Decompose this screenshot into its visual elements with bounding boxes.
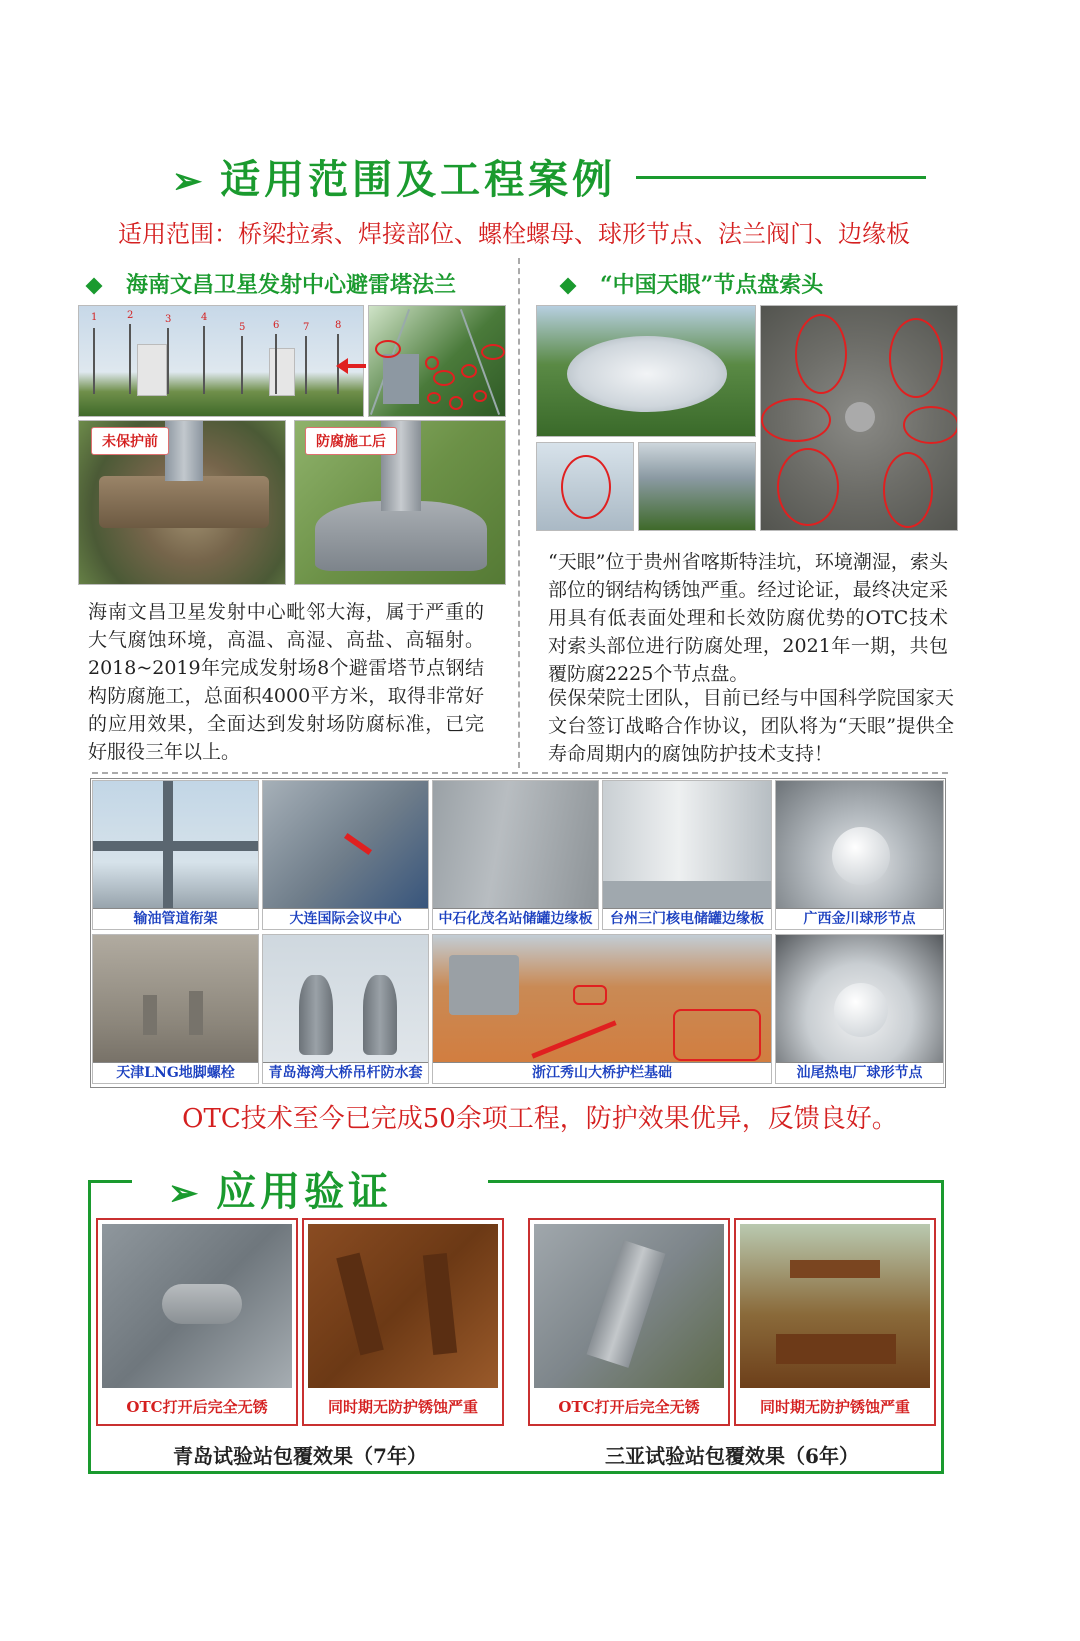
node-structure-photo: [536, 442, 634, 531]
flange: [383, 354, 419, 404]
highlight-circle: [889, 318, 943, 398]
tower-number: 4: [201, 312, 208, 323]
caption-unprotected: 同时期无防护锈蚀严重: [736, 1390, 934, 1424]
beam: [93, 841, 259, 851]
tag-before: 未保护前: [91, 427, 169, 455]
highlight-box: [673, 1009, 761, 1061]
node-center: [845, 402, 875, 432]
tower-number: 1: [91, 312, 98, 323]
base: [449, 955, 519, 1015]
coated-flange: [315, 501, 487, 571]
bolt: [143, 995, 157, 1035]
case-left-title: 海南文昌卫星发射中心避雷塔法兰: [88, 268, 456, 299]
qingdao-rust-photo: [308, 1224, 498, 1388]
section-title-scope: ➢ 适用范围及工程案例: [172, 156, 617, 203]
grid-cell-dalian: [262, 780, 429, 930]
sanya-otc-panel: [528, 1218, 730, 1426]
section-divider: [92, 772, 948, 774]
rusty-bolt: [336, 1253, 383, 1356]
arrow-right-icon: ➢: [172, 160, 207, 202]
arrow-head-icon: [336, 358, 348, 374]
rusty-plate: [776, 1334, 896, 1364]
highlight-circle: [449, 396, 463, 410]
highlight-circle: [903, 406, 958, 444]
dish: [567, 336, 727, 412]
highlight-circle: [473, 390, 487, 402]
fast-telescope-photo: [536, 305, 756, 437]
after-treatment-photo: [294, 420, 506, 585]
highlight-circle: [427, 392, 441, 404]
summary-line: OTC技术至今已完成50余项工程，防护效果优异，反馈良好。: [182, 1104, 898, 1134]
grid-caption: 输油管道衔架: [93, 908, 258, 929]
grid-caption: 广西金川球形节点: [776, 908, 943, 929]
sphere-node: [832, 827, 890, 885]
grid-caption: 台州三门核电储罐边缘板: [603, 908, 771, 929]
case-right-paragraph-2: 侯保荣院士团队，目前已经与中国科学院国家天文台签订战略合作协议，团队将为“天眼”提供全寿命周期内的腐蚀防护技术支持！: [548, 687, 954, 765]
highlight-circle: [375, 340, 401, 358]
flange-closeup-photo: [368, 305, 506, 417]
case-right-paragraph-1: “天眼”位于贵州省喀斯特洼坑，环境潮湿，索头部位的钢结构锈蚀严重。经过论证，最终决定采用具有低表面处理和长效防腐优势的OTC技术对索头部位进行防腐处理，2021年一期，共包覆防腐2225个节点盘。: [548, 551, 948, 685]
cable-node-photo: [760, 305, 958, 531]
case-right-title: “中国天眼”节点盘索头: [562, 268, 823, 299]
tower-number: 2: [127, 310, 134, 321]
tower: [275, 334, 277, 394]
highlight-circle: [481, 344, 505, 360]
tower-number: 5: [239, 322, 246, 333]
pipe: [165, 421, 203, 481]
tower: [305, 336, 307, 394]
arrow-icon: [531, 1020, 616, 1058]
hanger-sleeve: [363, 975, 397, 1055]
frame-top-left: [88, 1180, 132, 1183]
qingdao-label: 青岛试验站包覆效果（7年）: [173, 1444, 427, 1468]
sanya-rust-photo: [740, 1224, 930, 1388]
building: [269, 348, 295, 396]
arrow-right-icon: ➢: [168, 1172, 203, 1214]
tower-number: 3: [165, 314, 172, 325]
column-divider: [518, 258, 520, 768]
rusty-bolt: [423, 1253, 457, 1355]
diamond-bullet-icon: [560, 278, 577, 295]
section-title-validation: ➢ 应用验证: [168, 1168, 393, 1215]
sphere-node: [834, 983, 888, 1037]
tower: [203, 326, 205, 394]
grid-cell-xiushan: [432, 934, 772, 1084]
scope-line: 适用范围：桥梁拉索、焊接部位、螺栓螺母、球形节点、法兰阀门、边缘板: [118, 220, 910, 248]
caption-unprotected: 同时期无防护锈蚀严重: [304, 1390, 502, 1424]
grid-cell-maoming: [432, 780, 599, 930]
tower: [167, 328, 169, 394]
qingdao-otc-panel: [96, 1218, 298, 1426]
diamond-bullet-icon: [86, 278, 103, 295]
before-protection-photo: [78, 420, 286, 585]
grid-caption: 天津LNG地脚螺栓: [93, 1062, 258, 1083]
rusty-plate: [790, 1260, 880, 1278]
title-rule: [636, 176, 926, 179]
sanya-label: 三亚试验站包覆效果（6年）: [605, 1444, 859, 1468]
tower-number: 6: [273, 320, 280, 331]
grid-caption: 汕尾热电厂球形节点: [776, 1062, 943, 1083]
highlight-circle: [433, 370, 455, 386]
rusty-flange: [99, 476, 269, 528]
tag-after: 防腐施工后: [305, 427, 397, 455]
case-left-paragraph: 海南文昌卫星发射中心毗邻大海，属于严重的大气腐蚀环境，高温、高湿、高盐、高辐射。2018~2019年完成发射场8个避雷塔节点钢结构防腐施工，总面积4000平方米，取得非常好的应用效果，全面达到发射场防腐标准，已完好服役三年以上。: [88, 601, 484, 763]
grid-caption: 大连国际会议中心: [263, 908, 428, 929]
highlight-circle: [561, 455, 611, 519]
sanya-otc-photo: [534, 1224, 724, 1388]
highlight-circle: [795, 314, 847, 394]
grid-cell-shanwei: [775, 934, 944, 1084]
arrow-icon: [344, 833, 372, 855]
truss-structure-photo: [638, 442, 756, 531]
tower-number: 7: [303, 322, 310, 333]
tower: [129, 324, 131, 394]
qingdao-otc-photo: [102, 1224, 292, 1388]
highlight-circle: [777, 448, 839, 526]
frame-top-right: [488, 1180, 944, 1183]
highlight-circle: [461, 364, 477, 378]
sanya-unprotected-panel: [734, 1218, 936, 1426]
hanger-sleeve: [299, 975, 333, 1055]
highlight-circle: [883, 452, 933, 528]
grid-cell-tianjin: [92, 934, 259, 1084]
qingdao-unprotected-panel: [302, 1218, 504, 1426]
tower: [241, 336, 243, 394]
tower: [93, 328, 95, 394]
grid-cell-guangxi: [775, 780, 944, 930]
clean-bolt: [162, 1284, 242, 1324]
highlight-circle: [425, 356, 439, 370]
grid-caption: 青岛海湾大桥吊杆防水套: [263, 1062, 428, 1083]
grid-cell-pipeline: [92, 780, 259, 930]
grid-caption: 中石化茂名站储罐边缘板: [433, 908, 598, 929]
caption-otc: OTC打开后完全无锈: [98, 1390, 296, 1424]
tank-base: [603, 881, 772, 911]
caption-otc: OTC打开后完全无锈: [530, 1390, 728, 1424]
clean-bolt: [587, 1240, 666, 1368]
grid-cell-taizhou: [602, 780, 772, 930]
tower-number: 8: [335, 320, 342, 331]
grid-caption: 浙江秀山大桥护栏基础: [433, 1062, 771, 1083]
beam: [163, 781, 173, 911]
building: [137, 344, 167, 396]
bolt: [189, 991, 203, 1035]
grid-cell-qingdao-bridge: [262, 934, 429, 1084]
highlight-circle: [761, 398, 831, 442]
towers-photo: [78, 305, 364, 417]
highlight-box: [573, 985, 607, 1005]
